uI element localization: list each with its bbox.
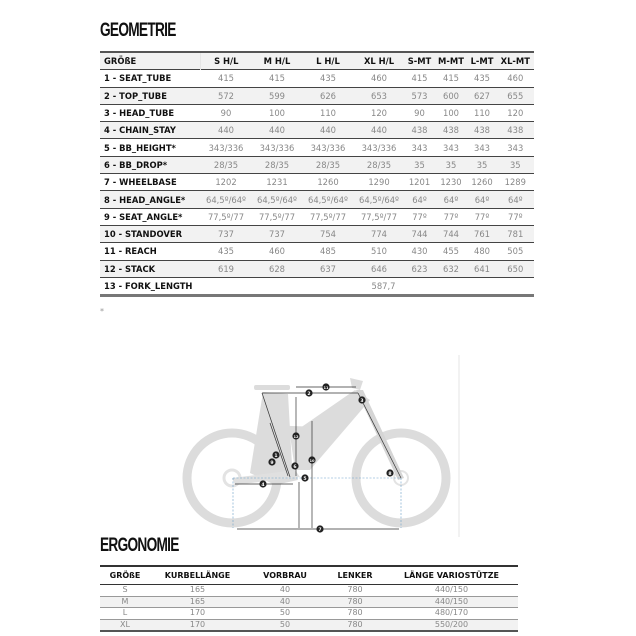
cell-value: 440 [252,122,303,139]
dimension-marker-10 [308,456,315,463]
cell-value: 780 [325,596,385,608]
cell-value: 1202 [201,174,252,191]
cell-value: 64,5º/64º [354,191,405,208]
cell-value: 100 [252,104,303,121]
cell-value: 77º [467,208,496,225]
ergo-header-dropper: LÄNGE VARIOSTÜTZE [403,571,499,580]
marker-label: 11 [323,385,329,390]
cell-value: 110 [467,104,496,121]
cell-value: 430 [405,243,435,260]
dimension-marker-7 [316,525,323,532]
cell-value: 653 [354,87,405,104]
cell-value: 64,5º/64º [252,191,303,208]
marker-label: 2 [307,391,311,397]
size-label: S [122,585,128,595]
cell-value: 460 [354,70,405,87]
geometry-row [100,174,534,191]
cell-value: 438 [405,122,435,139]
cell-value: 1289 [497,174,534,191]
row-label: 12 - STACK [100,260,201,277]
header-l-mt: L-MT [467,52,496,70]
cell-value: 599 [252,87,303,104]
row-label: 5 - BB_HEIGHT* [100,139,201,156]
cell-value: 77,5º/77 [201,208,252,225]
ergonomics-title: ERGONOMIE [100,535,179,556]
cell-value: 415 [201,70,252,87]
size-label: L [122,608,128,618]
geometry-table [100,51,534,297]
cell-value: 744 [435,225,468,242]
row-label: 8 - HEAD_ANGLE* [100,191,201,208]
dimension-marker-2 [305,389,312,396]
row-label: 10 - STANDOVER [100,225,201,242]
row-label: 3 - HEAD_TUBE [100,104,201,121]
cell-value: 100 [435,104,468,121]
cell-value: 77º [405,208,435,225]
size-label: M [100,596,150,608]
ergo-header-crank: KURBELLÄNGE [164,571,231,580]
row-label: 1 - SEAT_TUBE [100,70,201,87]
cell-value: 440/150 [434,585,469,595]
geometry-row [100,139,534,156]
cell-value: 737 [201,225,252,242]
cell-value: 438 [497,122,534,139]
cell-value: 623 [405,260,435,277]
empty-cell [201,277,252,295]
cell-value: 435 [467,70,496,87]
marker-label: 6 [293,464,297,470]
cell-value: 343/336 [354,139,405,156]
cell-value: 415 [435,70,468,87]
cell-value: 64º [435,191,468,208]
cell-value: 28/35 [252,156,303,173]
cell-value: 655 [497,87,534,104]
cell-value: 435 [201,243,252,260]
cell-value: 343 [435,139,468,156]
dimension-marker-4 [259,480,266,487]
dimension-marker-11 [322,383,329,390]
cell-value: 170 [150,619,245,631]
cell-value: 632 [435,260,468,277]
row-label: 7 - WHEELBASE [100,174,201,191]
cell-value: 170 [189,608,206,618]
cell-value: 415 [405,70,435,87]
row-label: 6 - BB_DROP* [100,156,201,173]
cell-value: 438 [435,122,468,139]
dimension-marker-5 [301,474,308,481]
cell-value: 343/336 [252,139,303,156]
cell-value: 64º [497,191,534,208]
empty-cell [252,277,303,295]
header-m-mt: M-MT [435,52,468,70]
cell-value: 650 [497,260,534,277]
geometry-row [100,225,534,242]
marker-label: 12 [293,434,299,439]
cell-value: 77,5º/77 [354,208,405,225]
cell-value: 343 [467,139,496,156]
cell-value: 120 [354,104,405,121]
cell-value: 77,5º/77 [303,208,354,225]
header-s-mt: S-MT [405,52,435,70]
fork-length-value: 587,7 [354,277,535,295]
ergonomics-row [100,608,518,620]
cell-value: 646 [354,260,405,277]
ergo-header-stem: VORBRAU [263,571,307,580]
cell-value: 77º [435,208,468,225]
cell-value: 485 [303,243,354,260]
bike-geometry-diagram [160,345,460,540]
geometry-row [100,243,534,260]
cell-value: 64,5º/64º [303,191,354,208]
cell-value: 343/336 [201,139,252,156]
dimension-marker-8 [386,469,393,476]
cell-value: 628 [252,260,303,277]
cell-value: 1230 [435,174,468,191]
cell-value: 28/35 [201,156,252,173]
geometry-row [100,156,534,173]
cell-value: 64,5º/64º [201,191,252,208]
marker-label: 3 [360,398,364,404]
cell-value: 35 [497,156,534,173]
cell-value: 619 [201,260,252,277]
cell-value: 120 [497,104,534,121]
ergonomics-header-row [100,566,518,585]
marker-label: 4 [261,482,265,488]
header-xl-hl: XL H/L [354,52,405,70]
marker-label: 8 [388,471,392,477]
ergo-header-size: GRÖßE [109,571,141,580]
ergonomics-row [100,596,518,608]
footnote: * [100,307,104,316]
cell-value: 627 [467,87,496,104]
cell-value: 40 [245,596,325,608]
cell-value: 1201 [405,174,435,191]
cell-value: 510 [354,243,405,260]
cell-value: 415 [252,70,303,87]
header-size: GRÖßE [100,52,201,70]
cell-value: 35 [405,156,435,173]
cell-value: 550/200 [385,619,518,631]
geometry-row [100,87,534,104]
cell-value: 637 [303,260,354,277]
cell-value: 64º [467,191,496,208]
cell-value: 761 [467,225,496,242]
cell-value: 774 [354,225,405,242]
ergonomics-row [100,585,518,597]
header-l-hl: L H/L [303,52,354,70]
cell-value: 165 [150,596,245,608]
geometry-header-row [100,52,534,70]
cell-value: 572 [201,87,252,104]
geometry-row [100,260,534,277]
cell-value: 440 [354,122,405,139]
cell-value: 1260 [303,174,354,191]
header-xl-mt: XL-MT [497,52,534,70]
cell-value: 50 [245,619,325,631]
cell-value: 35 [435,156,468,173]
cell-value: 780 [347,585,363,595]
cell-value: 754 [303,225,354,242]
geometry-title: GEOMETRIE [100,20,176,41]
cell-value: 343/336 [303,139,354,156]
cell-value: 1260 [467,174,496,191]
bike-illustration [187,378,446,523]
geometry-row [100,104,534,121]
marker-label: 9 [270,460,274,466]
size-label: XL [100,619,150,631]
cell-value: 28/35 [354,156,405,173]
cell-value: 440 [201,122,252,139]
cell-value: 440/150 [385,596,518,608]
geometry-row [100,122,534,139]
cell-value: 28/35 [303,156,354,173]
empty-cell [303,277,354,295]
cell-value: 40 [279,585,291,595]
geometry-row [100,208,534,225]
cell-value: 90 [405,104,435,121]
ergo-header-bar: LENKER [337,571,373,580]
cell-value: 1231 [252,174,303,191]
cell-value: 626 [303,87,354,104]
cell-value: 64º [405,191,435,208]
cell-value: 781 [497,225,534,242]
cell-value: 780 [325,619,385,631]
cell-value: 460 [252,243,303,260]
row-label: 4 - CHAIN_STAY [100,122,201,139]
marker-label: 5 [303,476,307,482]
header-s-hl: S H/L [201,52,252,70]
cell-value: 780 [347,608,363,618]
cell-value: 438 [467,122,496,139]
cell-value: 77,5º/77 [252,208,303,225]
cell-value: 343 [497,139,534,156]
geometry-row [100,191,534,208]
cell-value: 573 [405,87,435,104]
cell-value: 455 [435,243,468,260]
cell-value: 480 [467,243,496,260]
cell-value: 600 [435,87,468,104]
dimension-marker-12 [292,432,299,439]
ergonomics-table [100,565,518,632]
cell-value: 744 [405,225,435,242]
cell-value: 343 [405,139,435,156]
row-label: 9 - SEAT_ANGLE* [100,208,201,225]
saddle [254,385,290,390]
cell-value: 505 [497,243,534,260]
cell-value: 460 [497,70,534,87]
cell-value: 641 [467,260,496,277]
stem [350,378,363,390]
cell-value: 50 [279,608,291,618]
cell-value: 35 [467,156,496,173]
cell-value: 165 [189,585,206,595]
header-m-hl: M H/L [252,52,303,70]
cell-value: 90 [201,104,252,121]
cell-value: 1290 [354,174,405,191]
marker-label: 10 [309,458,315,463]
cell-value: 77º [497,208,534,225]
cell-value: 110 [303,104,354,121]
ergonomics-row [100,619,518,631]
row-label: 11 - REACH [100,243,201,260]
cell-value: 435 [303,70,354,87]
marker-label: 1 [274,453,278,459]
cell-value: 480/170 [434,608,469,618]
cell-value: 440 [303,122,354,139]
geometry-row-fork [100,277,534,295]
cell-value: 737 [252,225,303,242]
geometry-row [100,70,534,87]
row-label: 2 - TOP_TUBE [100,87,201,104]
row-label: 13 - FORK_LENGTH [100,277,201,295]
marker-label: 7 [318,527,322,533]
